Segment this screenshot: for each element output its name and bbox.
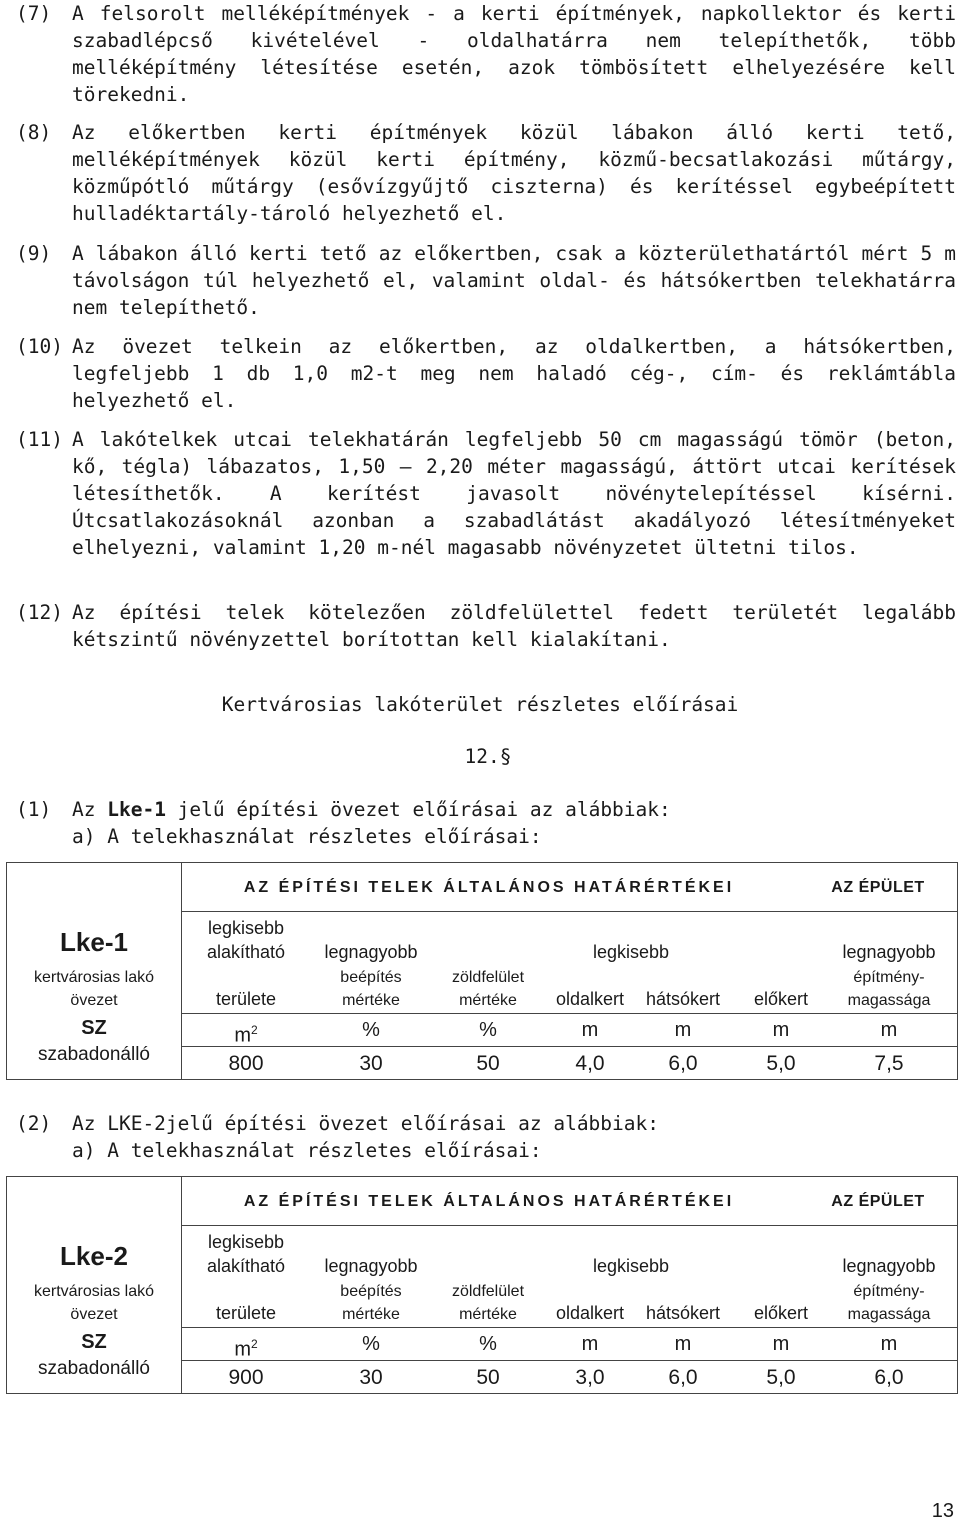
paragraph-text: Az előkertben kerti építmények közül lábakon álló kerti tető, melléképítmények közül kerti építmény, közmű-becsatlakozási műtárgy, közműpótló műtárgy (esővízgyűjtő ciszterna) és kerítéssel egybeépített hulladéktartály-tároló helyezhető el. [72,121,956,225]
col3-bot-a: zöldfelület [451,1283,525,1300]
col1-mid: alakítható [206,942,286,962]
value-side: 4,0 [575,1052,605,1075]
col6-label: előkert [753,1303,809,1323]
unit-green: % [479,1333,497,1355]
col5-label: hátsókert [645,1303,721,1323]
value-coverage: 30 [359,1052,383,1075]
col1-bot: területe [215,989,277,1009]
zone-type-line1: kertvárosias lakó [33,969,155,986]
value-front: 5,0 [766,1052,796,1075]
col5-label: hátsókert [645,989,721,1009]
col7-top: legnagyobb [842,1256,936,1276]
value-height: 7,5 [874,1052,904,1075]
value-area: 900 [228,1366,264,1389]
header-general: AZ ÉPÍTÉSI TELEK ÁLTALÁNOS HATÁRÉRTÉKEI [243,879,735,896]
zone-code: SZ [81,1017,107,1039]
col7-bot-a: építmény- [853,1283,925,1300]
value-rear: 6,0 [668,1052,698,1075]
paragraph-12 [16,599,956,653]
paragraph-number: (9) [16,242,52,265]
value-green: 50 [476,1052,500,1075]
value-front: 5,0 [766,1366,796,1389]
value-area: 800 [228,1052,264,1075]
col6-label: előkert [753,989,809,1009]
unit-front: m [772,1019,790,1041]
intro-subheading: a) A telekhasználat részletes előírásai: [72,1139,542,1162]
paragraph-number: (10) [16,335,63,358]
col4-label: oldalkert [555,1303,625,1323]
header-building: AZ ÉPÜLET [831,1193,925,1210]
col7-bot-b: magassága [847,992,931,1009]
unit-coverage: % [362,1019,380,1041]
unit-side: m [581,1019,599,1041]
zone-mode: szabadonálló [38,1044,150,1065]
unit-area: $m^2$ [234,1023,258,1047]
col2-bot-b: mértéke [342,992,400,1009]
zone-table-lke1 [6,862,958,1080]
col2-top: legnagyobb [324,1256,418,1276]
col3-bot-b: mértéke [459,1306,517,1323]
paragraph-number: (12) [16,601,63,624]
value-height: 6,0 [874,1366,904,1389]
paragraph-9 [16,240,956,321]
paragraph-10 [16,333,956,414]
col3-top: legkisebb [592,942,670,962]
unit-height: m [880,1019,898,1041]
intro-subheading: a) A telekhasználat részletes előírásai: [72,825,542,848]
intro-number: (2) [16,1112,52,1135]
zone-mode: szabadonálló [38,1358,150,1379]
section-number: 12.§ [464,745,512,768]
intro-text-pre: Az [72,798,108,821]
zone-type-line2: övezet [70,992,118,1009]
paragraph-7 [16,0,956,108]
zone-code-bold: Lke-1 [107,798,166,821]
col1-top: legkisebb [207,1232,285,1252]
paragraph-text: A felsorolt melléképítmények - a kerti építmények, napkollektor és kerti szabadlépcső kivételével - oldalhatárra nem telepíthetők, több melléképítmény létesítése esetén, azok tömbösített elhelyezésére kell törekedni. [72,2,956,106]
col2-top: legnagyobb [324,942,418,962]
intro-number: (1) [16,798,52,821]
col1-bot: területe [215,1303,277,1323]
col4-label: oldalkert [555,989,625,1009]
paragraph-text: Az építési telek kötelezően zöldfelülettel fedett területét legalább kétszintű növényzettel borítottan kell kialakítani. [72,601,956,651]
intro-text-post: jelű építési övezet előírásai az alábbiak: [165,798,671,821]
value-coverage: 30 [359,1366,383,1389]
value-rear: 6,0 [668,1366,698,1389]
zone-name: Lke-1 [60,927,128,957]
col1-top: legkisebb [207,918,285,938]
col2-bot-b: mértéke [342,1306,400,1323]
paragraph-text: A lábakon álló kerti tető az előkertben, csak a közterülethatártól mért 5 m távolságon túl helyezhető el, valamint oldal- és hátsókertben telekhatárra nem telepíthető. [72,242,956,319]
unit-side: m [581,1333,599,1355]
paragraph-number: (7) [16,2,52,25]
intro-2 [16,1110,956,1164]
zone-type-line1: kertvárosias lakó [33,1283,155,1300]
col2-bot-a: beépítés [340,969,402,986]
col7-top: legnagyobb [842,942,936,962]
paragraph-8 [16,119,956,227]
col3-top: legkisebb [592,1256,670,1276]
paragraph-number: (8) [16,121,52,144]
unit-rear: m [674,1019,692,1041]
section-title: Kertvárosias lakóterület részletes előírásai [221,693,739,716]
col7-bot-a: építmény- [853,969,925,986]
paragraph-text: A lakótelkek utcai telekhatárán legfeljebb 50 cm magasságú tömör (beton, kő, tégla) lábazatos, 1,50 – 2,20 méter magasságú, áttört utcai kerítések létesíthetők. A kerítést javasolt növénytelepítéssel kísérni. Útcsatlakozásoknál azonban a szabadlátást akadályozó létesítményeket elhelyezni, valamint 1,20 m-nél magasabb növényzetet ültetni tilos. [72,428,956,559]
col3-bot-a: zöldfelület [451,969,525,986]
page-number: 13 [931,1500,954,1522]
unit-front: m [772,1333,790,1355]
col3-bot-b: mértéke [459,992,517,1009]
col2-bot-a: beépítés [340,1283,402,1300]
col7-bot-b: magassága [847,1306,931,1323]
paragraph-text: Az övezet telkein az előkertben, az oldalkertben, a hátsókertben, legfeljebb 1 db 1,0 m2-t meg nem haladó cég-, cím- és reklámtábla helyezhető el. [72,335,956,412]
col1-mid: alakítható [206,1256,286,1276]
header-general: AZ ÉPÍTÉSI TELEK ÁLTALÁNOS HATÁRÉRTÉKEI [243,1193,735,1210]
zone-table-lke2 [6,1176,958,1394]
header-building: AZ ÉPÜLET [831,879,925,896]
unit-height: m [880,1333,898,1355]
unit-green: % [479,1019,497,1041]
zone-name: Lke-2 [60,1241,128,1271]
zone-type-line2: övezet [70,1306,118,1323]
intro-text: Az LKE-2jelű építési övezet előírásai az alábbiak: [72,1112,659,1135]
unit-coverage: % [362,1333,380,1355]
intro-1 [16,796,956,850]
unit-rear: m [674,1333,692,1355]
paragraph-11 [16,426,956,561]
value-side: 3,0 [575,1366,605,1389]
unit-area: $m^2$ [234,1337,258,1361]
zone-code: SZ [81,1331,107,1353]
paragraph-number: (11) [16,428,63,451]
value-green: 50 [476,1366,500,1389]
